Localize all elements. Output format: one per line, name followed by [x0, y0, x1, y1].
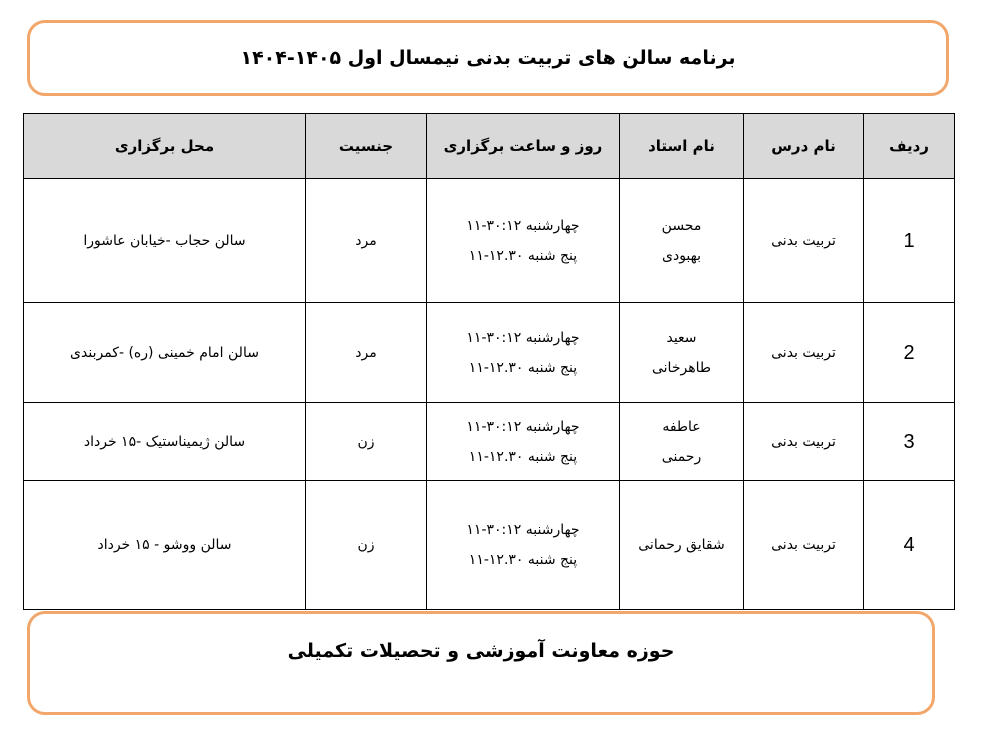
- instructor-name: [620, 303, 744, 403]
- table-header-row: [24, 114, 955, 179]
- location: سالن ووشو - ۱۵ خرداد: [24, 481, 306, 610]
- instructor-last-name: طاهرخانی: [651, 359, 711, 376]
- header-location: محل برگزاری: [24, 114, 306, 179]
- location: سالن امام خمینی (ره) -کمربندی: [24, 303, 306, 403]
- schedule-cell: [427, 481, 620, 610]
- schedule-wednesday: چهارشنبه ۳۰:۱۲-۱۱: [466, 522, 580, 538]
- header-row-number: ردیف: [864, 114, 955, 179]
- header-course-name: نام درس: [744, 114, 864, 179]
- course-name: تربیت بدنی: [744, 481, 864, 610]
- row-number: 1: [864, 179, 955, 303]
- header-gender: جنسیت: [306, 114, 427, 179]
- table-row: [24, 481, 955, 610]
- header-schedule: روز و ساعت برگزاری: [427, 114, 620, 179]
- page-title-box: [27, 20, 949, 96]
- footer-box: [27, 611, 935, 715]
- course-name: تربیت بدنی: [744, 179, 864, 303]
- schedule-table: [23, 113, 955, 610]
- gender: مرد: [306, 179, 427, 303]
- instructor-first-name: محسن: [661, 217, 702, 234]
- schedule-thursday: پنج شنبه ۱۲.۳۰-۱۱: [468, 448, 578, 465]
- schedule-wednesday: چهارشنبه ۳۰:۱۲-۱۱: [466, 217, 580, 234]
- page-title: برنامه سالن های تربیت بدنی نیمسال اول ۱۴۰۵-۱۴۰۴: [240, 47, 736, 69]
- schedule-thursday: پنج شنبه ۱۲.۳۰-۱۱: [468, 552, 578, 568]
- schedule-cell: [427, 179, 620, 303]
- location: سالن حجاب -خیابان عاشورا: [24, 179, 306, 303]
- schedule-wednesday: چهارشنبه ۳۰:۱۲-۱۱: [466, 329, 580, 346]
- footer-text: حوزه معاونت آموزشی و تحصیلات تکمیلی: [287, 640, 675, 662]
- table-row: [24, 179, 955, 303]
- row-number: 4: [864, 481, 955, 610]
- instructor-name: [620, 481, 744, 610]
- gender: زن: [306, 403, 427, 481]
- table-row: [24, 403, 955, 481]
- instructor-name: [620, 403, 744, 481]
- gender: زن: [306, 481, 427, 610]
- schedule-cell: [427, 303, 620, 403]
- gender: مرد: [306, 303, 427, 403]
- instructor-name: [620, 179, 744, 303]
- instructor-first-name: سعید: [666, 329, 697, 346]
- instructor-full-name: شقایق رحمانی: [638, 537, 725, 553]
- course-name: تربیت بدنی: [744, 403, 864, 481]
- row-number: 2: [864, 303, 955, 403]
- schedule-wednesday: چهارشنبه ۳۰:۱۲-۱۱: [466, 418, 580, 435]
- header-instructor-name: نام استاد: [620, 114, 744, 179]
- schedule-thursday: پنج شنبه ۱۲.۳۰-۱۱: [468, 359, 578, 376]
- instructor-last-name: رحمنی: [661, 448, 702, 465]
- schedule-cell: [427, 403, 620, 481]
- instructor-last-name: بهبودی: [662, 247, 701, 264]
- instructor-first-name: عاطفه: [662, 418, 701, 435]
- course-name: تربیت بدنی: [744, 303, 864, 403]
- row-number: 3: [864, 403, 955, 481]
- schedule-thursday: پنج شنبه ۱۲.۳۰-۱۱: [468, 247, 578, 264]
- location: سالن ژیمیناستیک -۱۵ خرداد: [24, 403, 306, 481]
- table-row: [24, 303, 955, 403]
